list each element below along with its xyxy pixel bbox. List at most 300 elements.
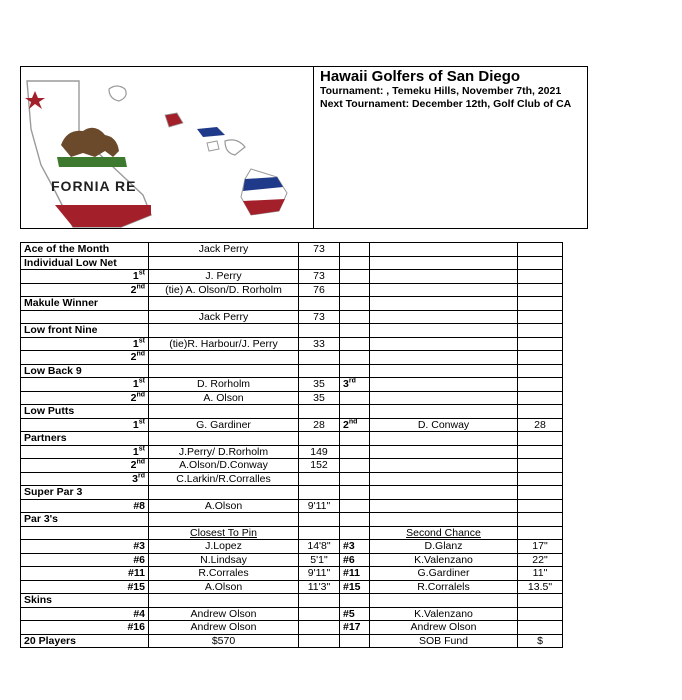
cell-text: D.Glanz: [424, 540, 463, 552]
table-cell: [370, 283, 518, 297]
cell-text: 13.5": [527, 580, 553, 593]
cell-text: A. Olson: [203, 391, 244, 404]
table-cell: [149, 459, 299, 473]
table-row: [21, 634, 563, 648]
table-cell: [370, 526, 518, 540]
cell-text: 2: [130, 283, 137, 296]
table-cell: [370, 459, 518, 473]
results-table: [20, 242, 563, 648]
table-cell: [299, 310, 340, 324]
table-cell: [370, 391, 518, 405]
table-row: [21, 418, 563, 432]
table-cell: [370, 634, 518, 648]
table-cell: [299, 540, 340, 554]
table-cell: [299, 324, 340, 338]
cell-text: A.Olson: [204, 580, 243, 593]
table-cell: [340, 337, 370, 351]
table-cell: [518, 405, 563, 419]
table-cell: [340, 391, 370, 405]
table-cell: [299, 378, 340, 392]
table-row: [21, 486, 563, 500]
table-cell: [370, 351, 518, 365]
table-cell: [149, 553, 299, 567]
ordinal-suffix: st: [138, 445, 145, 452]
table-cell: [370, 418, 518, 432]
cell-text: K.Valenzano: [414, 607, 473, 620]
table-row: [21, 580, 563, 594]
california-hawaii-flag-art: [21, 67, 314, 228]
table-cell: [370, 270, 518, 284]
cell-text: 1: [132, 337, 139, 350]
table-cell: [340, 607, 370, 621]
table-cell: [340, 459, 370, 473]
cell-text: 5'1": [310, 553, 328, 566]
cell-text: 35: [313, 378, 325, 390]
cell-text: #11: [128, 567, 145, 579]
table-row: [21, 607, 563, 621]
table-row: [21, 391, 563, 405]
table-cell: [340, 432, 370, 446]
ordinal-suffix: st: [138, 377, 145, 385]
cell-text: A.Olson/D.Conway: [179, 459, 268, 471]
table-cell: [340, 243, 370, 257]
table-row: [21, 364, 563, 378]
table-cell: [21, 459, 149, 473]
cell-text: Andrew Olson: [410, 621, 477, 633]
table-cell: [299, 472, 340, 486]
table-cell: [299, 553, 340, 567]
table-cell: [21, 567, 149, 581]
cell-text: J.Perry/ D.Rorholm: [178, 445, 269, 458]
table-cell: [340, 364, 370, 378]
ordinal-suffix: nd: [136, 458, 145, 466]
cell-text: Jack Perry: [198, 243, 249, 255]
cell-text: 1: [132, 270, 139, 282]
table-cell: [299, 445, 340, 459]
cell-text: #17: [343, 621, 361, 633]
table-cell: [21, 283, 149, 297]
table-cell: [340, 351, 370, 365]
table-cell: [299, 486, 340, 500]
table-cell: [340, 445, 370, 459]
table-cell: [518, 418, 563, 432]
cell-text: #11: [343, 567, 360, 579]
table-cell: [149, 351, 299, 365]
table-cell: [340, 270, 370, 284]
cell-text: SOB Fund: [418, 634, 469, 647]
cell-text: 20 Players: [24, 634, 76, 647]
table-cell: [518, 634, 563, 648]
table-cell: [299, 499, 340, 513]
cell-text: Super Par 3: [24, 486, 83, 498]
table-cell: [21, 580, 149, 594]
table-row: [21, 256, 563, 270]
table-row: [21, 297, 563, 311]
table-cell: [518, 594, 563, 608]
table-cell: [299, 391, 340, 405]
cell-text: 152: [310, 459, 328, 471]
table-row: [21, 526, 563, 540]
table-cell: [21, 270, 149, 284]
table-cell: [21, 337, 149, 351]
cell-text: 35: [313, 391, 325, 404]
table-cell: [149, 364, 299, 378]
cell-text: Partners: [24, 432, 67, 444]
state-map-icon: [21, 67, 313, 228]
table-cell: [518, 243, 563, 257]
cell-text: 28: [313, 418, 325, 431]
cell-text: #3: [133, 540, 145, 552]
table-cell: [370, 256, 518, 270]
table-cell: [299, 526, 340, 540]
cell-text: Low Back 9: [24, 364, 82, 377]
table-cell: [299, 418, 340, 432]
cell-text: 11'3": [307, 580, 331, 593]
cell-text: 1: [132, 378, 139, 390]
table-row: [21, 270, 563, 284]
table-cell: [149, 432, 299, 446]
table-cell: [340, 526, 370, 540]
cell-text: N.Lindsay: [200, 553, 247, 566]
table-cell: [518, 540, 563, 554]
cell-text: 9'11": [307, 567, 331, 579]
table-cell: [518, 297, 563, 311]
table-cell: [370, 324, 518, 338]
table-cell: [370, 540, 518, 554]
cell-text: 17": [532, 540, 548, 552]
table-cell: [149, 391, 299, 405]
table-cell: [518, 580, 563, 594]
cell-text: 2: [130, 351, 137, 363]
cell-text: #6: [133, 553, 145, 566]
cell-text: 149: [310, 445, 328, 458]
table-cell: [299, 459, 340, 473]
table-row: [21, 499, 563, 513]
table-cell: [149, 256, 299, 270]
table-cell: [299, 256, 340, 270]
cell-text: 76: [313, 283, 325, 296]
table-cell: [21, 391, 149, 405]
table-cell: [21, 499, 149, 513]
table-cell: [340, 283, 370, 297]
table-cell: [340, 378, 370, 392]
table-cell: [299, 283, 340, 297]
table-cell: [340, 540, 370, 554]
table-cell: [370, 513, 518, 527]
table-row: [21, 243, 563, 257]
table-cell: [518, 351, 563, 365]
table-cell: [149, 310, 299, 324]
table-cell: [518, 567, 563, 581]
ordinal-suffix: st: [138, 269, 145, 277]
table-cell: [518, 283, 563, 297]
cell-text: K.Valenzano: [414, 553, 473, 566]
table-cell: [518, 310, 563, 324]
table-cell: [149, 526, 299, 540]
cell-text: #4: [133, 607, 145, 620]
table-row: [21, 459, 563, 473]
cell-text: J. Perry: [205, 270, 242, 282]
table-cell: [340, 594, 370, 608]
table-cell: [149, 283, 299, 297]
table-cell: [370, 432, 518, 446]
cell-text: G. Gardiner: [196, 418, 251, 431]
cell-text: J.Lopez: [205, 540, 242, 552]
table-cell: [21, 364, 149, 378]
table-cell: [518, 621, 563, 635]
cell-text: 2: [130, 459, 137, 471]
table-cell: [370, 486, 518, 500]
table-cell: [21, 405, 149, 419]
table-cell: [299, 243, 340, 257]
table-cell: [370, 553, 518, 567]
table-cell: [370, 364, 518, 378]
cell-text: Ace of the Month: [24, 243, 110, 255]
table-cell: [21, 594, 149, 608]
cell-text: 3: [343, 378, 349, 390]
table-cell: [299, 432, 340, 446]
table-cell: [149, 567, 299, 581]
cell-text: 73: [313, 270, 325, 282]
cell-text: Andrew Olson: [190, 621, 257, 633]
table-cell: [21, 513, 149, 527]
table-cell: [21, 256, 149, 270]
table-cell: [518, 432, 563, 446]
table-cell: [21, 472, 149, 486]
cell-text: $: [537, 634, 543, 647]
cell-text: Closest To Pin: [190, 526, 257, 539]
table-cell: [370, 472, 518, 486]
flag-text: FORNIA RE: [51, 178, 137, 194]
cell-text: #3: [343, 540, 355, 552]
table-row: [21, 378, 563, 392]
table-cell: [299, 607, 340, 621]
table-cell: [149, 513, 299, 527]
table-cell: [340, 553, 370, 567]
cell-text: Low front Nine: [24, 324, 98, 336]
table-cell: [518, 607, 563, 621]
cell-text: C.Larkin/R.Corralles: [176, 472, 271, 485]
table-cell: [299, 513, 340, 527]
cell-text: Skins: [24, 594, 53, 606]
table-cell: [518, 445, 563, 459]
cell-text: R.Corrales: [198, 567, 249, 579]
ordinal-suffix: nd: [136, 283, 145, 290]
table-cell: [370, 337, 518, 351]
cell-text: #6: [343, 553, 355, 566]
header-box: [20, 66, 588, 229]
table-cell: [149, 270, 299, 284]
table-cell: [149, 405, 299, 419]
table-cell: [518, 513, 563, 527]
table-cell: [149, 540, 299, 554]
cell-text: (tie) A. Olson/D. Rorholm: [165, 283, 282, 296]
next-tournament-line: Next Tournament: December 12th, Golf Club of CA: [320, 98, 572, 110]
table-cell: [518, 459, 563, 473]
ordinal-suffix: nd: [136, 391, 145, 398]
table-cell: [149, 580, 299, 594]
table-cell: [21, 486, 149, 500]
table-row: [21, 445, 563, 459]
table-cell: [21, 351, 149, 365]
table-cell: [21, 243, 149, 257]
table-row: [21, 621, 563, 635]
table-cell: [21, 310, 149, 324]
cell-text: Individual Low Net: [24, 256, 117, 269]
table-cell: [370, 580, 518, 594]
table-cell: [340, 472, 370, 486]
table-cell: [21, 378, 149, 392]
table-cell: [340, 324, 370, 338]
table-cell: [370, 567, 518, 581]
table-cell: [518, 472, 563, 486]
table-cell: [518, 378, 563, 392]
table-cell: [21, 432, 149, 446]
ordinal-suffix: st: [138, 418, 145, 425]
ordinal-suffix: rd: [348, 377, 356, 385]
cell-text: Par 3's: [24, 513, 59, 525]
table-row: [21, 594, 563, 608]
table-cell: [340, 405, 370, 419]
table-cell: [370, 297, 518, 311]
table-cell: [299, 337, 340, 351]
table-cell: [370, 310, 518, 324]
table-cell: [149, 243, 299, 257]
ordinal-suffix: nd: [348, 418, 358, 425]
table-row: [21, 432, 563, 446]
cell-text: G.Gardiner: [417, 567, 470, 579]
table-cell: [518, 391, 563, 405]
table-row: [21, 283, 563, 297]
table-cell: [299, 634, 340, 648]
cell-text: D. Conway: [417, 418, 470, 431]
cell-text: Low Putts: [24, 405, 75, 417]
table-cell: [149, 324, 299, 338]
table-cell: [299, 567, 340, 581]
table-cell: [340, 256, 370, 270]
table-cell: [149, 594, 299, 608]
tournament-line: Tournament: , Temeku Hills, November 7th, 2021: [320, 85, 562, 97]
table-cell: [340, 418, 370, 432]
table-cell: [149, 297, 299, 311]
table-cell: [21, 634, 149, 648]
table-cell: [370, 243, 518, 257]
cell-text: 3: [132, 472, 138, 485]
cell-text: 11": [532, 567, 548, 579]
cell-text: R.Corralels: [417, 580, 470, 593]
table-cell: [21, 418, 149, 432]
cell-text: #16: [127, 621, 145, 633]
cell-text: 28: [534, 418, 546, 431]
table-cell: [518, 256, 563, 270]
table-cell: [340, 567, 370, 581]
ordinal-suffix: st: [138, 337, 145, 344]
table-cell: [149, 607, 299, 621]
cell-text: 1: [132, 418, 139, 431]
table-cell: [149, 378, 299, 392]
table-cell: [299, 594, 340, 608]
table-cell: [370, 621, 518, 635]
cell-text: Jack Perry: [198, 310, 249, 323]
table-cell: [299, 580, 340, 594]
table-cell: [370, 405, 518, 419]
table-cell: [518, 553, 563, 567]
table-cell: [340, 499, 370, 513]
table-cell: [149, 418, 299, 432]
table-cell: [21, 621, 149, 635]
table-row: [21, 351, 563, 365]
cell-text: D. Rorholm: [196, 378, 251, 390]
table-cell: [149, 472, 299, 486]
organization-title: Hawaii Golfers of San Diego: [320, 68, 521, 85]
table-cell: [21, 553, 149, 567]
table-row: [21, 337, 563, 351]
table-cell: [299, 351, 340, 365]
table-cell: [21, 297, 149, 311]
cell-text: $570: [211, 634, 236, 647]
cell-text: 9'11": [307, 499, 331, 512]
cell-text: 22": [532, 553, 548, 566]
table-cell: [370, 607, 518, 621]
table-cell: [370, 445, 518, 459]
table-cell: [340, 310, 370, 324]
table-row: [21, 324, 563, 338]
table-cell: [21, 526, 149, 540]
table-cell: [518, 364, 563, 378]
table-row: [21, 553, 563, 567]
table-cell: [299, 405, 340, 419]
table-cell: [340, 513, 370, 527]
table-cell: [370, 378, 518, 392]
table-cell: [340, 580, 370, 594]
table-row: [21, 513, 563, 527]
table-row: [21, 405, 563, 419]
table-cell: [518, 526, 563, 540]
table-cell: [299, 364, 340, 378]
table-cell: [518, 337, 563, 351]
table-cell: [149, 634, 299, 648]
table-cell: [149, 499, 299, 513]
table-cell: [340, 634, 370, 648]
table-cell: [21, 607, 149, 621]
table-cell: [518, 499, 563, 513]
table-cell: [149, 445, 299, 459]
ordinal-suffix: nd: [136, 350, 145, 358]
table-cell: [370, 594, 518, 608]
table-cell: [340, 486, 370, 500]
table-cell: [518, 486, 563, 500]
cell-text: #8: [133, 499, 145, 512]
cell-text: 2: [130, 391, 137, 404]
ordinal-suffix: rd: [138, 472, 145, 479]
table-row: [21, 540, 563, 554]
table-cell: [21, 324, 149, 338]
table-cell: [21, 540, 149, 554]
table-cell: [518, 324, 563, 338]
cell-text: 33: [313, 337, 325, 350]
cell-text: Second Chance: [406, 526, 481, 539]
table-row: [21, 567, 563, 581]
table-cell: [340, 297, 370, 311]
table-row: [21, 310, 563, 324]
table-cell: [149, 621, 299, 635]
cell-text: 14'8": [307, 540, 331, 552]
cell-text: (tie)R. Harbour/J. Perry: [169, 337, 278, 350]
table-row: [21, 472, 563, 486]
table-cell: [21, 445, 149, 459]
cell-text: 1: [132, 445, 139, 458]
cell-text: A.Olson: [204, 499, 243, 512]
